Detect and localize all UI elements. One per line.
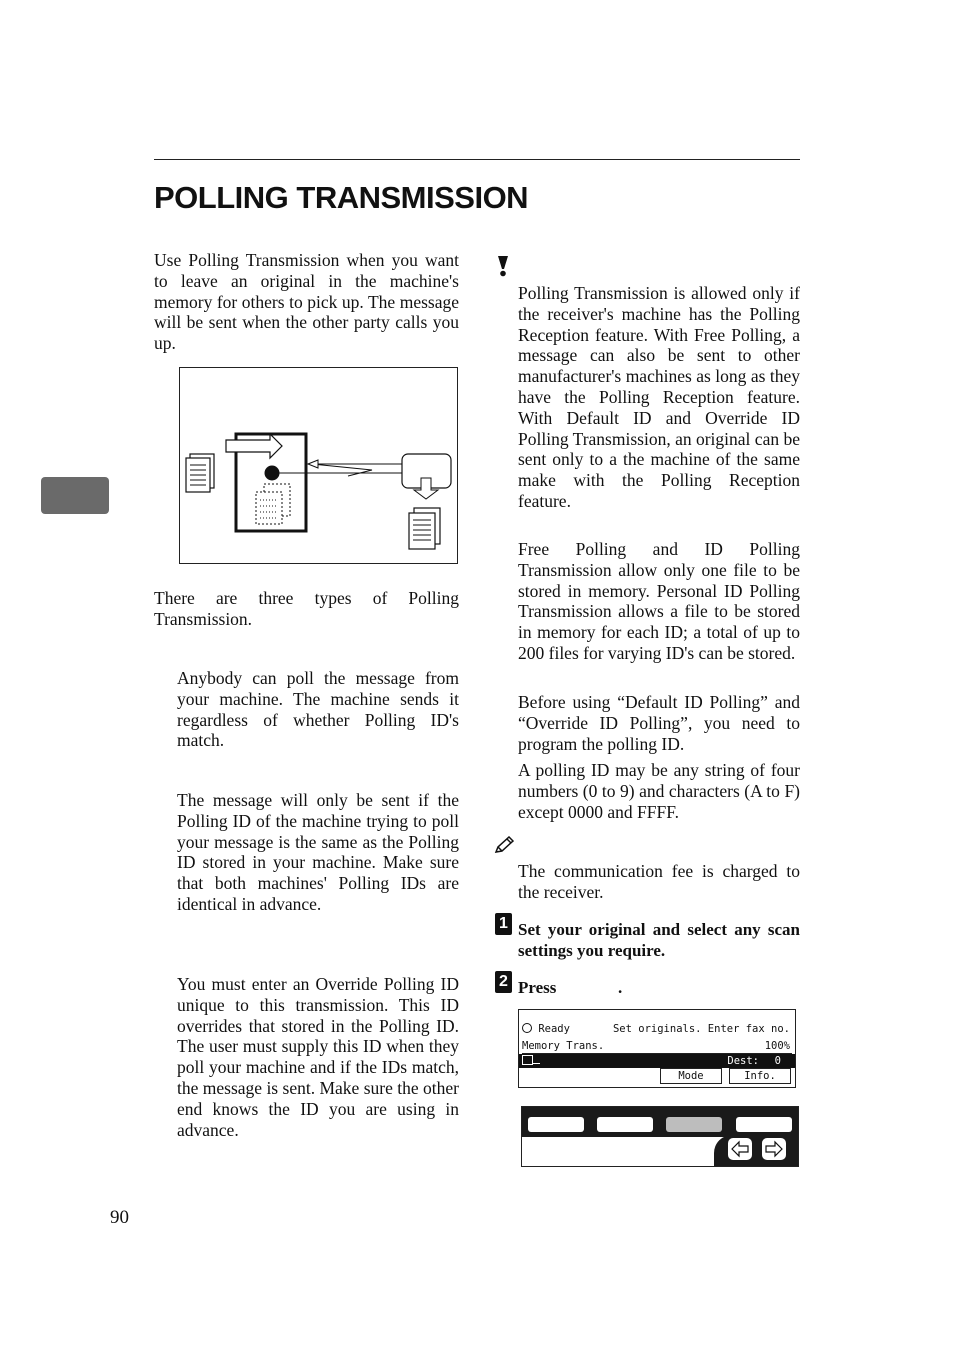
cursor-icon	[533, 1063, 540, 1064]
lcd-status-row	[522, 1022, 792, 1036]
lcd-display	[518, 1009, 796, 1088]
important-p4: A polling ID may be any string of four numbers (0 to 9) and characters (A to F) except 0000 and FFFF.	[518, 760, 800, 822]
lcd-dest-row	[519, 1054, 795, 1068]
note-text: The communication fee is charged to the receiver.	[518, 861, 800, 902]
polling-diagram-icon	[180, 368, 457, 563]
lcd-mode-row	[522, 1039, 792, 1054]
page-number: 90	[110, 1207, 129, 1228]
polling-illustration	[179, 367, 458, 564]
types-intro: There are three types of Polling Transmission.	[154, 588, 459, 629]
step-2-text: Press	[518, 978, 557, 997]
function-key-4[interactable]	[736, 1117, 792, 1132]
important-p2: Free Polling and ID Polling Transmission allow only one file to be stored in memory. Personal ID Polling Transmission allows a file to be stored in memory for each ID; a total of up to 200 files for varying ID's can be stored.	[518, 539, 800, 663]
step-1-text: Set your original and select any scan settings you require.	[518, 920, 800, 960]
right-arrow-key[interactable]	[762, 1138, 786, 1160]
function-key-1[interactable]	[528, 1117, 584, 1132]
lcd-prompt: Set originals. Enter fax no.	[612, 1023, 790, 1035]
lcd-status: Ready	[538, 1023, 570, 1035]
lcd-percent: 100%	[764, 1040, 790, 1052]
step-1-number: 1	[495, 913, 512, 935]
type-free-polling: Anybody can poll the message from your machine. The machine sends it regardless of whether Polling ID's match.	[177, 668, 459, 751]
pencil-icon	[494, 836, 514, 859]
right-arrow-icon	[762, 1138, 786, 1160]
lcd-mode-button[interactable]: Mode	[660, 1068, 722, 1084]
step-2-suffix: .	[618, 978, 623, 997]
type-override-id-polling: You must enter an Override Polling ID unique to this transmission. This ID overrides that stored in the Polling ID. The user must supply this ID when they poll your machine and if the IDs match, the message is sent. Make sure the other end knows the ID you are using in advance.	[177, 974, 459, 1140]
left-arrow-key[interactable]	[728, 1138, 752, 1160]
exclamation-icon	[495, 255, 511, 282]
header-rule	[154, 159, 800, 160]
lcd-mode: Memory Trans.	[522, 1040, 605, 1052]
ready-circle-icon	[522, 1023, 532, 1033]
intro-paragraph: Use Polling Transmission when you want to leave an original in the machine's memory for others to pick up. The message will be sent when the other party calls you up.	[154, 250, 459, 354]
lcd-info-button[interactable]: Info.	[729, 1068, 791, 1084]
function-key-3-highlighted[interactable]	[666, 1117, 722, 1132]
chapter-tab-marker	[41, 477, 109, 514]
lcd-dest-value: 0	[774, 1055, 781, 1067]
type-default-id-polling: The message will only be sent if the Polling ID of the machine trying to poll your message is the same as the Polling ID stored in your machine. Make sure that both machines' Polling IDs are identical in advance.	[177, 790, 459, 914]
page-title: POLLING TRANSMISSION	[154, 180, 529, 215]
function-key-panel	[521, 1106, 799, 1167]
arrow-key-housing	[714, 1135, 798, 1167]
fax-icon	[522, 1055, 533, 1065]
left-arrow-icon	[728, 1138, 752, 1160]
important-p1: Polling Transmission is allowed only if the receiver's machine has the Polling Reception feature. With Free Polling, a message can also be sent to other manufacturer's machines as long as they have the Polling Reception feature. With Default ID and Override ID Polling Transmission, an original can be sent only to a the machine of the same make with the Polling Reception feature.	[518, 283, 800, 511]
important-p3: Before using “Default ID Polling” and “Override ID Polling”, you need to program the polling ID.	[518, 692, 800, 754]
step-2-number: 2	[495, 971, 512, 993]
lcd-dest-label: Dest:	[727, 1055, 759, 1067]
function-key-2[interactable]	[597, 1117, 653, 1132]
